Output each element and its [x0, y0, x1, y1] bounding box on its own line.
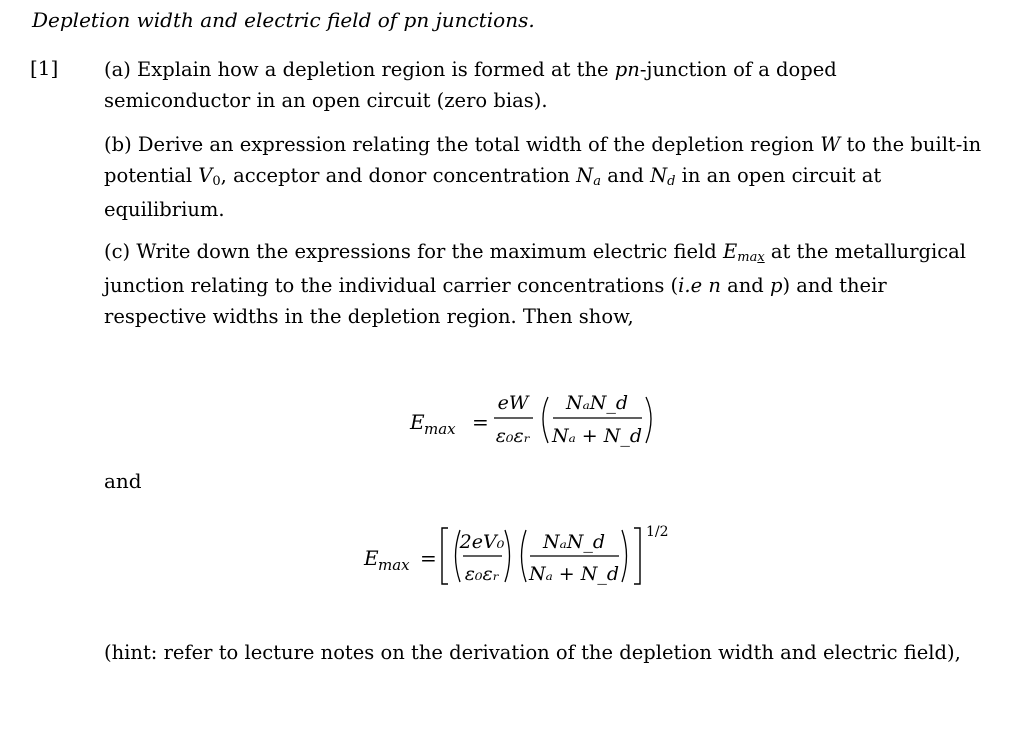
part-a-text: (a) Explain how a depletion region is formed at the pn-junction of a doped semiconductor in an open circuit (zero bias).: [104, 58, 837, 112]
question-number: [1]: [30, 56, 59, 80]
eq2-numerator-1: 2eV₀: [459, 531, 505, 553]
eq1-lhs: E: [410, 410, 425, 434]
eq2-denominator-1: ε₀εᵣ: [464, 563, 500, 585]
eq1-left-paren: [543, 397, 548, 443]
eq1-denominator-2: Nₐ + N_d: [551, 425, 643, 447]
eq1-numerator-2: NₐN_d: [565, 392, 629, 414]
eq2-lhs-subscript: max: [378, 556, 410, 574]
eq1-lhs-subscript: max: [424, 420, 456, 438]
eq2-right-paren-2: [622, 530, 627, 582]
part-b-text: (b) Derive an expression relating the total width of the depletion region W to the built-in potential V0, acceptor and donor concentration Na and Nd in an open circuit at equilibrium.: [104, 133, 982, 221]
eq2-exponent: 1/2: [646, 524, 669, 540]
equation-2: [356, 518, 696, 598]
eq2-lhs: E: [364, 546, 379, 570]
eq1-denominator-1: ε₀εᵣ: [495, 425, 531, 447]
eq2-numerator-2: NₐN_d: [542, 531, 606, 553]
eq1-equals: =: [472, 410, 489, 434]
eq2-left-bracket: [442, 528, 448, 584]
eq2-denominator-2: Nₐ + N_d: [528, 563, 620, 585]
eq2-right-paren-1: [505, 530, 510, 582]
page-title: Depletion width and electric field of pn junctions.: [32, 8, 535, 32]
hint-text: (hint: refer to lecture notes on the derivation of the depletion width and electric field),: [104, 641, 961, 664]
eq2-left-paren-2: [522, 530, 527, 582]
equation-1: [400, 385, 670, 457]
eq2-equals: =: [420, 546, 437, 570]
eq1-right-paren: [646, 397, 651, 443]
part-c-text: (c) Write down the expressions for the maximum electric field Emax at the metallurgical junction relating to the individual carrier concentrations (i.e n and p) and their respective widths in the depletion region. Then show,: [104, 240, 967, 328]
eq2-right-bracket: [634, 528, 640, 584]
eq1-numerator-1: eW: [497, 392, 529, 414]
and-label: and: [104, 469, 142, 493]
